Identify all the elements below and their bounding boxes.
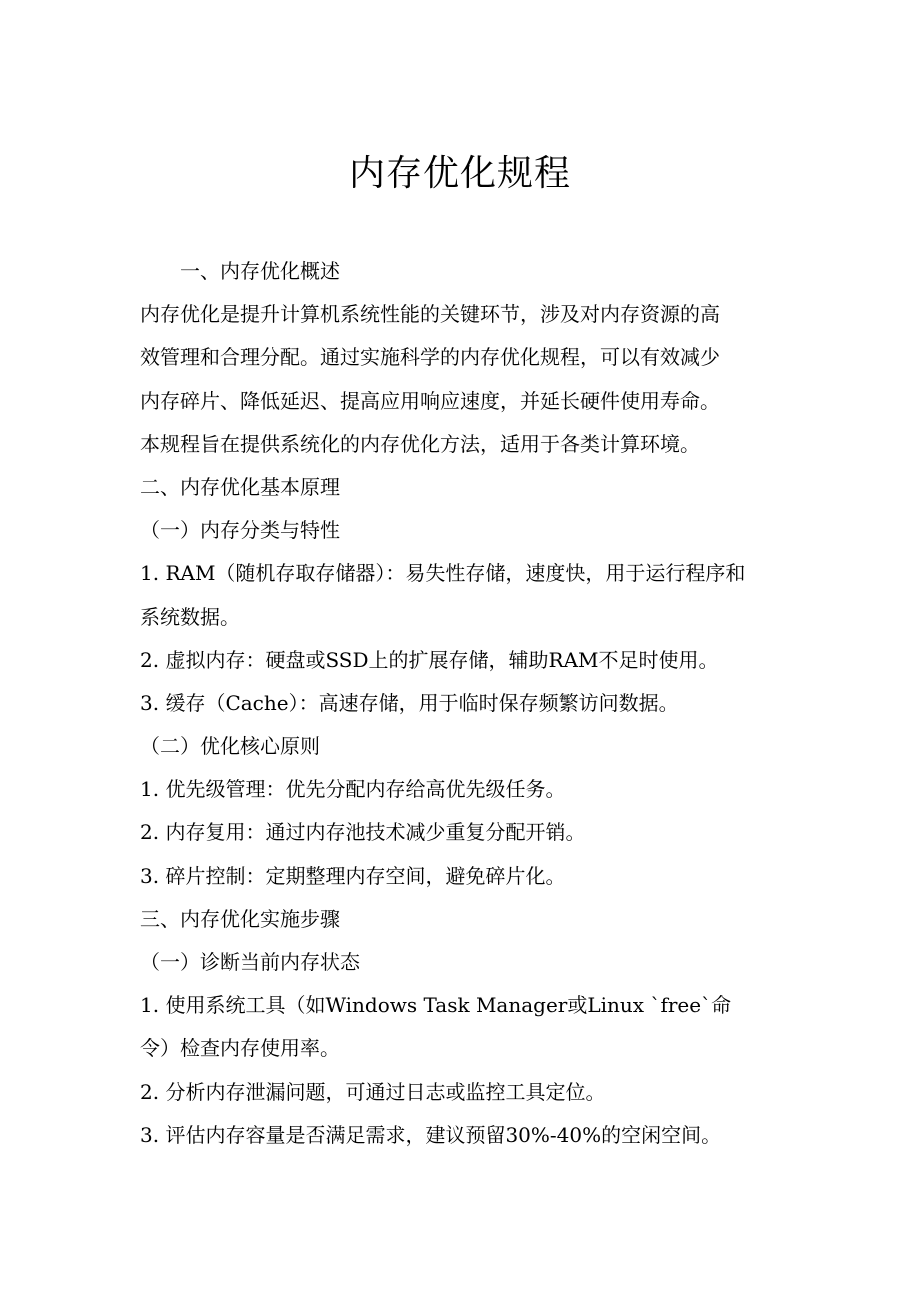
subsection-heading-diagnose: （一）诊断当前内存状态 bbox=[140, 950, 360, 974]
paragraph-line: 效管理和合理分配。通过实施科学的内存优化规程，可以有效减少 bbox=[140, 345, 720, 370]
list-item-ram: 1. RAM（随机存取存储器）：易失性存储，速度快，用于运行程序和 bbox=[140, 561, 746, 586]
subsection-heading-core-principles: （二）优化核心原则 bbox=[140, 734, 320, 759]
list-item-capacity: 3. 评估内存容量是否满足需求，建议预留30%-40%的空闲空间。 bbox=[140, 1122, 722, 1147]
paragraph-line: 内存优化是提升计算机系统性能的关键环节，涉及对内存资源的高 bbox=[140, 302, 720, 327]
section-heading-overview: 一、内存优化概述 bbox=[180, 259, 340, 283]
document-body bbox=[140, 250, 790, 1157]
list-item-system-tools-continued: 令）检查内存使用率。 bbox=[140, 1036, 340, 1061]
list-item-leak-analysis: 2. 分析内存泄漏问题，可通过日志或监控工具定位。 bbox=[140, 1079, 606, 1104]
list-item-cache: 3. 缓存（Cache）：高速存储，用于临时保存频繁访问数据。 bbox=[140, 690, 679, 715]
list-item-reuse: 2. 内存复用：通过内存池技术减少重复分配开销。 bbox=[140, 820, 586, 845]
list-item-system-tools: 1. 使用系统工具（如Windows Task Manager或Linux `free`命 bbox=[140, 993, 732, 1018]
list-item-priority: 1. 优先级管理：优先分配内存给高优先级任务。 bbox=[140, 777, 566, 802]
paragraph-line: 内存碎片、降低延迟、提高应用响应速度，并延长硬件使用寿命。 bbox=[140, 388, 720, 413]
list-item-fragmentation: 3. 碎片控制：定期整理内存空间，避免碎片化。 bbox=[140, 863, 566, 888]
paragraph-line: 本规程旨在提供系统化的内存优化方法，适用于各类计算环境。 bbox=[140, 431, 700, 456]
subsection-heading-memory-types: （一）内存分类与特性 bbox=[140, 518, 340, 543]
list-item-ram-continued: 系统数据。 bbox=[140, 604, 240, 629]
list-item-virtual-memory: 2. 虚拟内存：硬盘或SSD上的扩展存储，辅助RAM不足时使用。 bbox=[140, 647, 719, 672]
section-heading-principles: 二、内存优化基本原理 bbox=[140, 474, 340, 499]
section-heading-steps: 三、内存优化实施步骤 bbox=[140, 906, 340, 931]
document-title: 内存优化规程 bbox=[348, 153, 571, 194]
